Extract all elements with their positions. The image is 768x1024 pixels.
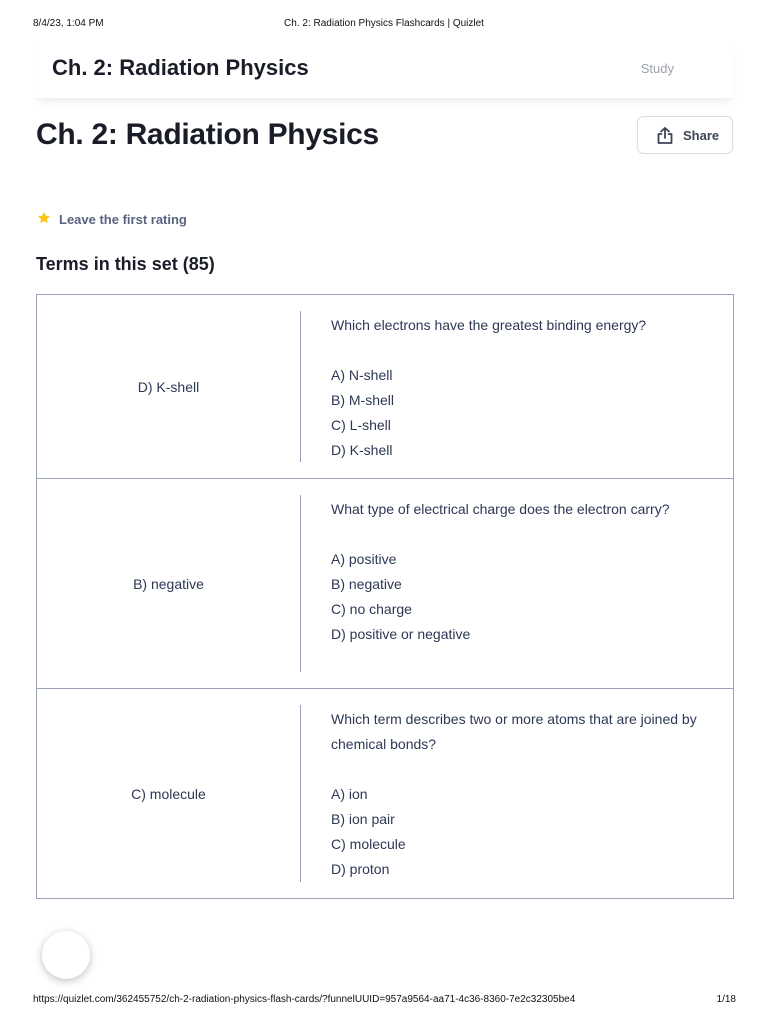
print-url: https://quizlet.com/362455752/ch-2-radiation-physics-flash-cards/?funnelUUID=957a9564-aa71-4c36-8360-7e2c32305be4	[33, 994, 576, 1005]
floating-action-button[interactable]	[42, 931, 90, 979]
card-definition	[331, 707, 711, 882]
share-icon	[655, 126, 675, 146]
card-option: C) molecule	[331, 836, 406, 852]
card-definition	[331, 313, 711, 463]
card-option: D) K-shell	[331, 442, 393, 458]
share-button[interactable]	[637, 116, 733, 154]
sticky-header-bar	[36, 40, 734, 99]
card-question: Which electrons have the greatest binding energy?	[331, 317, 647, 333]
rating-label: Leave the first rating	[59, 212, 187, 227]
card-option: A) ion	[331, 786, 368, 802]
card-option: C) no charge	[331, 601, 412, 617]
print-doc-title: Ch. 2: Radiation Physics Flashcards | Quizlet	[284, 18, 484, 29]
card-option: C) L-shell	[331, 417, 391, 433]
flashcard-list	[36, 294, 734, 899]
share-label: Share	[683, 128, 720, 143]
flashcard-row	[37, 689, 733, 898]
terms-heading: Terms in this set (85)	[36, 254, 215, 274]
print-page-indicator: 1/18	[716, 994, 736, 1005]
card-option: B) negative	[331, 576, 402, 592]
print-footer	[0, 994, 768, 1008]
card-divider	[300, 311, 301, 462]
study-button[interactable]: Study	[640, 61, 674, 76]
card-divider	[300, 705, 301, 882]
card-term: D) K-shell	[137, 378, 200, 395]
card-definition	[331, 497, 711, 647]
flashcard-row	[37, 295, 733, 479]
page-title: Ch. 2: Radiation Physics	[36, 118, 379, 151]
card-option: D) proton	[331, 861, 390, 877]
print-header	[0, 18, 768, 32]
star-icon	[37, 211, 51, 225]
card-option: A) N-shell	[331, 367, 393, 383]
card-option: B) M-shell	[331, 392, 395, 408]
card-option: B) ion pair	[331, 811, 395, 827]
card-option: A) positive	[331, 551, 397, 567]
card-divider	[300, 495, 301, 672]
card-term: C) molecule	[131, 785, 206, 802]
card-option: D) positive or negative	[331, 626, 471, 642]
flashcard-row	[37, 479, 733, 689]
card-question: Which term describes two or more atoms that are joined by chemical bonds?	[331, 711, 697, 752]
print-datetime: 8/4/23, 1:04 PM	[33, 18, 104, 29]
sticky-set-title: Ch. 2: Radiation Physics	[52, 55, 309, 80]
card-question: What type of electrical charge does the electron carry?	[331, 501, 670, 517]
card-term: B) negative	[133, 575, 204, 592]
